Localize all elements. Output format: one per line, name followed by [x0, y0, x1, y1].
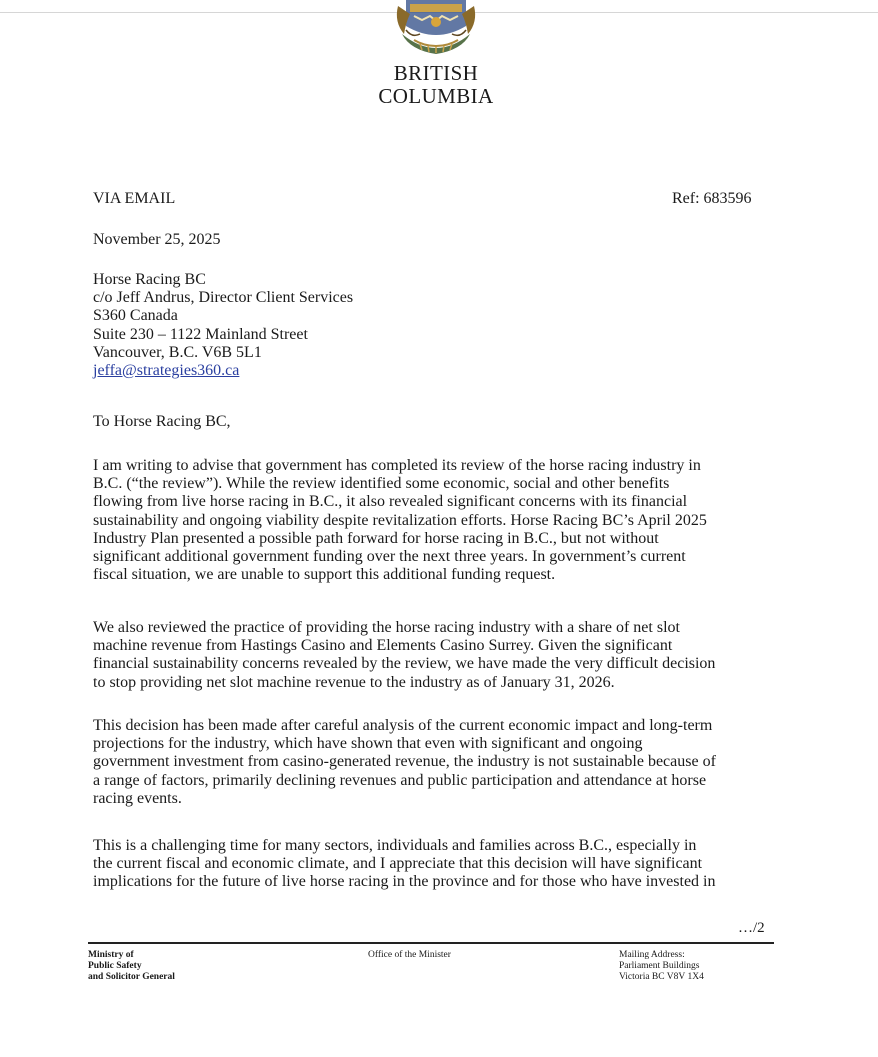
paragraph-line: sustainability and ongoing viability despite revitalization efforts. Horse Racing BC’s April 2025	[93, 511, 707, 529]
paragraph-line: fiscal situation, we are unable to support this additional funding request.	[93, 566, 556, 584]
address-line: Suite 230 – 1122 Mainland Street	[93, 325, 308, 343]
footer-mailing-line: Victoria BC V8V 1X4	[619, 972, 704, 982]
delivery-method: VIA EMAIL	[93, 190, 176, 207]
paragraph-line: This is a challenging time for many sectors, individuals and families across B.C., especially in	[93, 837, 697, 854]
recipient-address	[93, 271, 353, 380]
wordmark-line-2: COLUMBIA	[378, 84, 494, 108]
paragraph-line: financial sustainability concerns revealed by the review, we have made the very difficult decision	[93, 655, 716, 673]
wordmark-line-1: BRITISH	[393, 61, 479, 85]
paragraph-slot-revenue	[93, 619, 783, 692]
paragraph-line: significant additional government funding over the next three years. In government’s current	[93, 548, 686, 566]
paragraph-line: the current fiscal and economic climate, and I appreciate that this decision will have significant	[93, 855, 703, 873]
reference-number: Ref: 683596	[672, 190, 752, 207]
paragraph-review-outcome	[93, 457, 783, 584]
paragraph-line: implications for the future of live horse racing in the province and for those who have invested in	[93, 873, 716, 891]
paragraph-line: government investment from casino-generated revenue, the industry is not sustainable because of	[93, 753, 716, 771]
footer-ministry-line: Public Safety	[88, 961, 142, 971]
footer-mailing-address	[619, 950, 704, 983]
paragraph-line: flowing from live horse racing in B.C., it also revealed significant concerns with its financial	[93, 493, 688, 511]
paragraph-line: This decision has been made after careful analysis of the current economic impact and long-term	[93, 717, 713, 734]
paragraph-line: B.C. (“the review”). While the review identified some economic, social and other benefits	[93, 475, 670, 493]
address-line: Vancouver, B.C. V6B 5L1	[93, 343, 262, 361]
paragraph-line: Industry Plan presented a possible path forward for horse racing in B.C., but not without	[93, 529, 659, 547]
page-continuation-marker: …/2	[738, 920, 765, 936]
letterhead-wordmark	[336, 62, 536, 108]
footer-office: Office of the Minister	[368, 950, 451, 960]
address-line: S360 Canada	[93, 307, 178, 325]
paragraph-line: projections for the industry, which have shown that even with significant and ongoing	[93, 735, 643, 753]
footer-ministry-line: Ministry of	[88, 950, 134, 960]
footer-mailing-line: Mailing Address:	[619, 950, 685, 960]
paragraph-line: We also reviewed the practice of providing the horse racing industry with a share of net slot	[93, 619, 680, 636]
footer-ministry-line: and Solicitor General	[88, 972, 175, 982]
salutation: To Horse Racing BC,	[93, 413, 231, 430]
address-line: c/o Jeff Andrus, Director Client Services	[93, 289, 354, 307]
paragraph-challenging-time	[93, 837, 783, 892]
paragraph-line: a range of factors, primarily declining revenues and public participation and attendance at horse	[93, 771, 707, 789]
paragraph-line: machine revenue from Hastings Casino and Elements Casino Surrey. Given the significant	[93, 637, 673, 655]
paragraph-line: I am writing to advise that government has completed its review of the horse racing industry in	[93, 457, 701, 474]
paragraph-line: to stop providing net slot machine revenue to the industry as of January 31, 2026.	[93, 673, 615, 691]
recipient-email-link[interactable]: jeffa@strategies360.ca	[93, 362, 240, 380]
bc-coat-of-arms-icon	[392, 0, 480, 58]
footer-divider	[88, 942, 774, 944]
footer-mailing-line: Parliament Buildings	[619, 961, 700, 971]
paragraph-line: racing events.	[93, 789, 182, 807]
footer-ministry	[88, 950, 175, 983]
address-line: Horse Racing BC	[93, 271, 206, 288]
letter-date: November 25, 2025	[93, 231, 221, 248]
paragraph-decision-analysis	[93, 717, 783, 808]
